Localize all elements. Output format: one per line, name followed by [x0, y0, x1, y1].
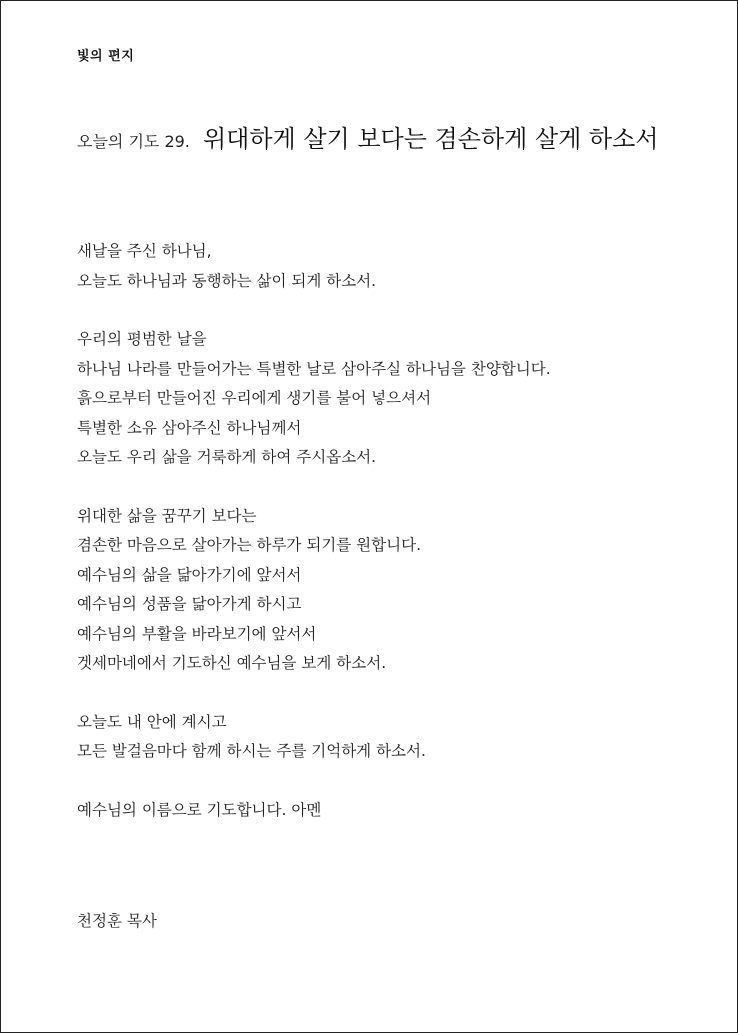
- prayer-line: 흙으로부터 만들어진 우리에게 생기를 불어 넣으셔서: [77, 389, 432, 407]
- signature: 천정훈 목사: [77, 912, 157, 930]
- prayer-line: 예수님의 삶을 닮아가기에 앞서서: [77, 565, 302, 584]
- prayer-line: 모든 발걸음마다 함께 하시는 주를 기억하게 하소서.: [77, 742, 426, 760]
- prayer-line: 새날을 주신 하나님,: [77, 242, 212, 260]
- prayer-title: [77, 119, 658, 154]
- prayer-line: 오늘도 내 안에 계시고: [77, 712, 227, 731]
- stanza: [77, 708, 697, 767]
- prayer-line: 오늘도 하나님과 동행하는 삶이 되게 하소서.: [77, 271, 377, 290]
- prayer-body: [77, 237, 697, 854]
- prayer-line: 예수님의 성품을 닮아가게 하시고: [77, 595, 302, 613]
- prayer-line: 특별한 소유 삼아주신 하나님께서: [77, 418, 302, 437]
- prayer-line: 겟세마네에서 기도하신 예수님을 보게 하소서.: [77, 654, 387, 672]
- stanza: [77, 502, 697, 679]
- prayer-heading: 위대하게 살기 보다는 겸손하게 살게 하소서: [203, 125, 659, 153]
- prayer-line: 예수님의 이름으로 기도합니다. 아멘: [77, 800, 322, 819]
- stanza: [77, 325, 697, 473]
- stanza: [77, 796, 697, 826]
- prayer-number: 오늘의 기도 29.: [77, 132, 190, 151]
- stanza: [77, 237, 697, 296]
- prayer-line: 하나님 나라를 만들어가는 특별한 날로 삼아주실 하나님을 찬양합니다.: [77, 359, 551, 378]
- prayer-line: 위대한 삶을 꿈꾸기 보다는: [77, 506, 257, 525]
- brand-label: 빛의 편지: [77, 49, 135, 64]
- prayer-line: 우리의 평범한 날을: [77, 330, 207, 348]
- prayer-line: 오늘도 우리 삶을 거룩하게 하여 주시옵소서.: [77, 448, 377, 466]
- prayer-line: 예수님의 부활을 바라보기에 앞서서: [77, 624, 317, 643]
- prayer-line: 겸손한 마음으로 살아가는 하루가 되기를 원합니다.: [77, 536, 421, 554]
